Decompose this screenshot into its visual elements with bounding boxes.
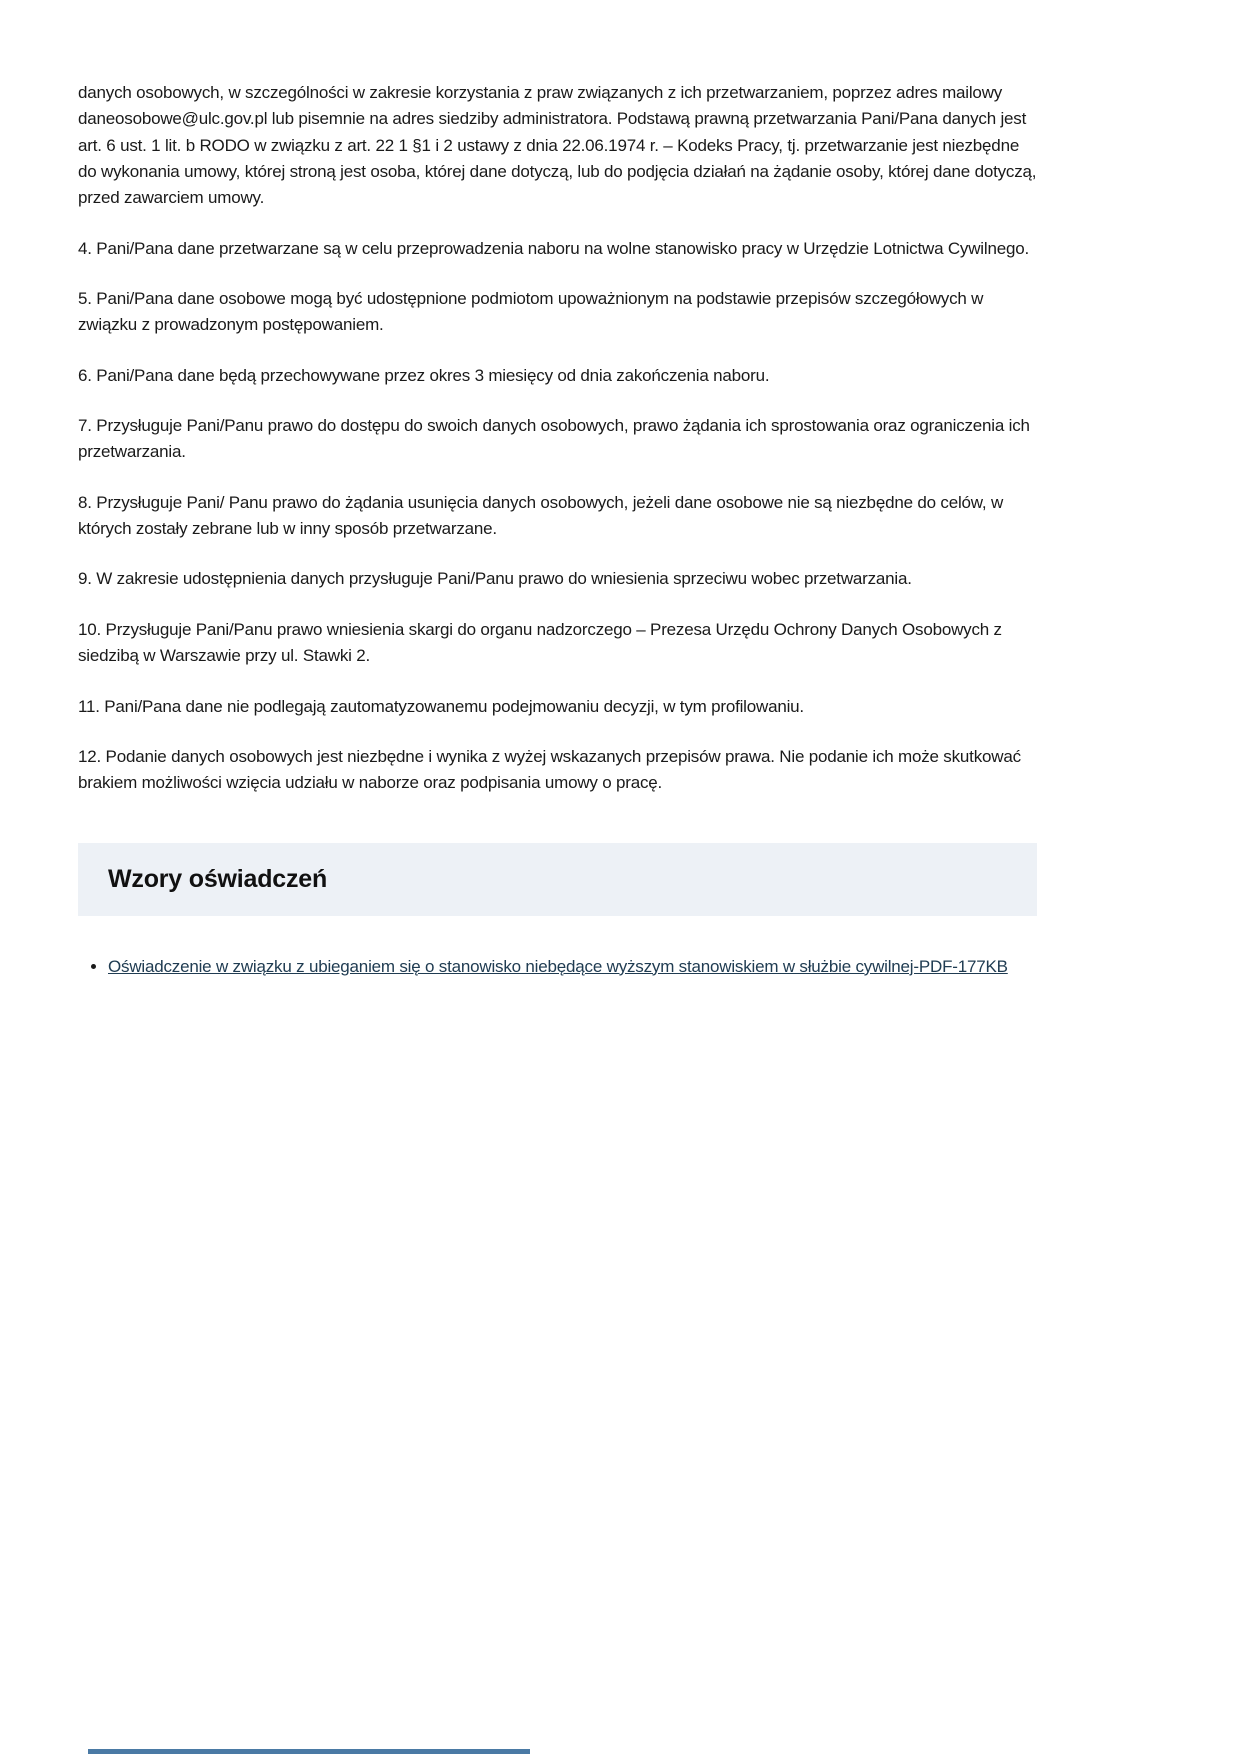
paragraph-point-8: 8. Przysługuje Pani/ Panu prawo do żądania usunięcia danych osobowych, jeżeli dane osobowe nie są niezbędne do celów, w których zostały zebrane lub w inny sposób przetwarzane. xyxy=(78,492,1004,539)
paragraph-point-10: 10. Przysługuje Pani/Panu prawo wniesienia skargi do organu nadzorczego – Prezesa Urzędu Ochrony Danych Osobowych z siedzibą w Warszawie przy ul. Stawki 2. xyxy=(78,619,1002,666)
paragraph-point-6: 6. Pani/Pana dane będą przechowywane przez okres 3 miesięcy od dnia zakończenia naboru. xyxy=(78,365,770,385)
attachment-link-oswiadczenie-pdf[interactable]: Oświadczenie w związku z ubieganiem się o stanowisko niebędące wyższym stanowiskiem w służbie cywilnej-PDF-177KB xyxy=(108,956,1008,976)
paragraph-point-11: 11. Pani/Pana dane nie podlegają zautomatyzowanemu podejmowaniu decyzji, w tym profilowaniu. xyxy=(78,696,804,716)
section-title: Wzory oświadczeń xyxy=(108,864,328,893)
paragraph-legal-basis: danych osobowych, w szczególności w zakresie korzystania z praw związanych z ich przetwarzaniem, poprzez adres mailowy daneosobowe@ulc.gov.pl lub pisemnie na adres siedziby administratora. Podstawą prawną przetwarzania Pani/Pana danych jest art. 6 ust. 1 lit. b RODO w związku z art. 22 1 §1 i 2 ustawy z dnia 22.06.1974 r. – Kodeks Pracy, tj. przetwarzanie jest niezbędne do wykonania umowy, której stroną jest osoba, której dane dotyczą, lub do podjęcia działań na żądanie osoby, której dane dotyczą, przed zawarciem umowy. xyxy=(78,83,1037,208)
section-header-wzory-oswiadczen xyxy=(78,843,1037,916)
rodo-notice-content xyxy=(78,80,1037,979)
paragraph-point-12: 12. Podanie danych osobowych jest niezbędne i wynika z wyżej wskazanych przepisów prawa. Nie podanie ich może skutkować brakiem możliwości wzięcia udziału w naborze oraz podpisania umowy o pracę. xyxy=(78,746,1021,793)
paragraph-point-7: 7. Przysługuje Pani/Panu prawo do dostępu do swoich danych osobowych, prawo żądania ich sprostowania oraz ograniczenia ich przetwarzania. xyxy=(78,416,1030,462)
attachments-list xyxy=(78,954,1037,980)
paragraph-point-4: 4. Pani/Pana dane przetwarzane są w celu przeprowadzenia naboru na wolne stanowisko pracy w Urzędzie Lotnictwa Cywilnego. xyxy=(78,238,1030,258)
attachment-list-item xyxy=(108,954,1037,980)
footer-accent-bar xyxy=(88,1749,530,1754)
paragraph-point-9: 9. W zakresie udostępnienia danych przysługuje Pani/Panu prawo do wniesienia sprzeciwu wobec przetwarzania. xyxy=(78,569,912,589)
paragraph-point-5: 5. Pani/Pana dane osobowe mogą być udostępnione podmiotom upoważnionym na podstawie przepisów szczegółowych w związku z prowadzonym postępowaniem. xyxy=(78,289,984,335)
